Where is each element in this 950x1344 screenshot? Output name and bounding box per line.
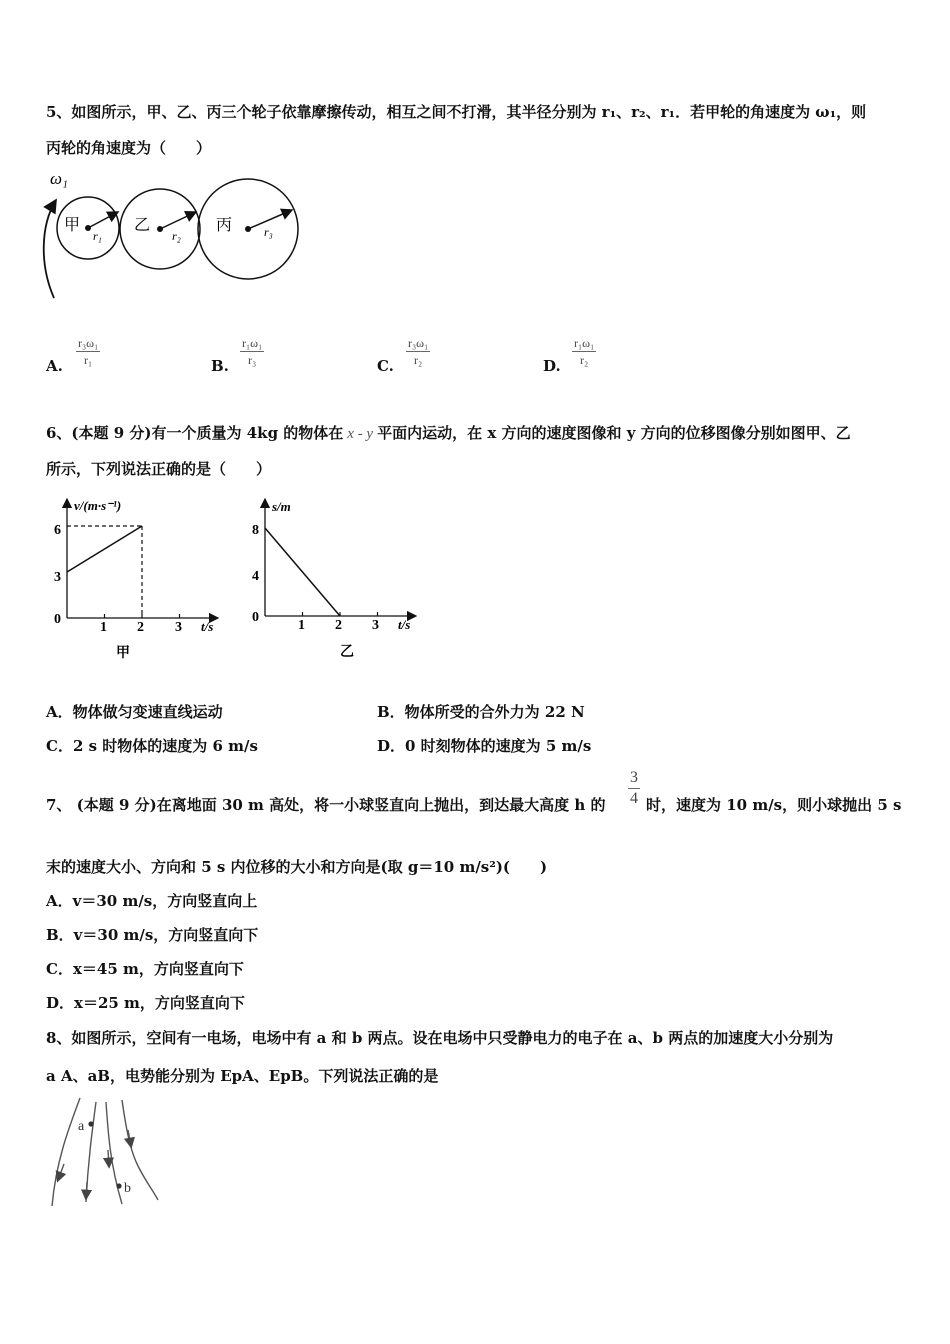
graph-yi-caption: 乙 — [340, 645, 354, 660]
graph-yi-xtick-2: 2 — [335, 618, 342, 633]
q8-field-lines-figure — [44, 1094, 164, 1214]
q6-option-c: C．2 s 时物体的速度为 6 m/s — [46, 737, 258, 755]
point-b-dot — [116, 1183, 121, 1188]
omega-label: ω₁ — [50, 169, 68, 188]
q6-option-a: A．物体做匀变速直线运动 — [46, 703, 223, 721]
graph-yi-ytick-0: 0 — [252, 610, 259, 625]
graph-jia-ylabel: v/(m·s⁻¹) — [74, 498, 122, 513]
q8-line2: a A、aB，电势能分别为 EpA、EpB。下列说法正确的是 — [46, 1067, 439, 1085]
q5-option-a-label: A. — [46, 357, 63, 375]
q5-line2: 丙轮的角速度为（ ） — [46, 139, 212, 157]
point-a-dot — [88, 1121, 93, 1126]
q6-line2: 所示，下列说法正确的是（ ） — [46, 460, 272, 478]
graph-jia-xlabel: t/s — [201, 619, 214, 634]
graph-yi-ylabel: s/m — [272, 499, 291, 514]
q7-line1-part1: 7、 (本题 9 分)在离地面 30 m 高处，将一小球竖直向上抛出，到达最大高度 h 的 — [46, 796, 606, 814]
graph-jia-xtick-3: 3 — [175, 620, 182, 635]
field-line-1 — [52, 1098, 80, 1206]
graph-jia-caption: 甲 — [116, 646, 130, 661]
q5-wheels-figure — [38, 166, 308, 306]
wheel-jia-radius: r₁ — [93, 229, 102, 243]
graph-yi-ytick-4: 4 — [252, 569, 259, 584]
q5-line1: 5、如图所示，甲、乙、丙三个轮子依靠摩擦传动，相互之间不打滑，其半径分别为 r₁、r₂、r₁．若甲轮的角速度为 ω₁，则 — [46, 103, 867, 121]
wheel-bing-label: 丙 — [216, 217, 233, 234]
q6-option-d: D．0 时刻物体的速度为 5 m/s — [377, 737, 592, 755]
q6-line1: 6、(本题 9 分)有一个质量为 4kg 的物体在 x - y 平面内运动，在 x 方向的速度图像和 y 方向的位移图像分别如图甲、乙 — [46, 424, 851, 442]
q7-option-d: D．x＝25 m，方向竖直向下 — [46, 994, 245, 1012]
q5-option-a-fraction: $\frac{\text{r₃ω₁}}{\text{r₁}}$ — [78, 336, 99, 367]
q6-option-b: B．物体所受的合外力为 22 N — [377, 703, 585, 721]
graph-yi-xtick-1: 1 — [298, 618, 305, 633]
wheel-yi-label: 乙 — [134, 217, 151, 234]
wheel-jia-label: 甲 — [64, 217, 81, 234]
graph-yi-series-line — [265, 528, 340, 616]
graph-jia-ytick-0: 0 — [54, 612, 61, 627]
wheel-yi-radius: r₂ — [172, 229, 181, 243]
graph-jia-xtick-1: 1 — [100, 620, 107, 635]
q5-option-d-fraction: $\frac{\text{r₁ω₁}}{\text{r₂}}$ — [574, 336, 595, 367]
graph-jia — [50, 495, 230, 665]
graph-yi-ytick-8: 8 — [252, 523, 259, 538]
q7-option-a: A．v＝30 m/s，方向竖直向上 — [46, 892, 258, 910]
wheel-bing-radius: r₃ — [264, 225, 273, 239]
graph-jia-ytick-3: 3 — [54, 570, 61, 585]
q5-option-c-label: C. — [377, 357, 394, 375]
q5-option-c-fraction: $\frac{\text{r₃ω₁}}{\text{r₂}}$ — [408, 336, 429, 367]
q5-option-d-label: D. — [543, 357, 561, 375]
q7-option-b: B．v＝30 m/s，方向竖直向下 — [46, 926, 259, 944]
graph-yi — [248, 495, 428, 665]
q5-option-b-fraction: $\frac{\text{r₁ω₁}}{\text{r₃}}$ — [242, 336, 263, 367]
graph-yi-xlabel: t/s — [398, 617, 411, 632]
q7-line1-part2: 时，速度为 10 m/s，则小球抛出 5 s — [646, 796, 902, 814]
field-line-2 — [86, 1102, 96, 1202]
q7-fraction: $\frac{3}{4}$ — [630, 769, 638, 807]
graph-jia-ytick-6: 6 — [54, 523, 61, 538]
graph-jia-series-line — [67, 526, 142, 572]
graph-jia-xtick-2: 2 — [137, 620, 144, 635]
rotation-arrow-icon — [44, 200, 56, 298]
point-b-label: b — [124, 1181, 131, 1196]
q8-line1: 8、如图所示，空间有一电场，电场中有 a 和 b 两点。设在电场中只受静电力的电子在 a、b 两点的加速度大小分别为 — [46, 1029, 834, 1047]
point-a-label: a — [78, 1119, 85, 1134]
q5-option-b-label: B. — [211, 357, 229, 375]
graph-yi-xtick-3: 3 — [372, 618, 379, 633]
q7-line2: 末的速度大小、方向和 5 s 内位移的大小和方向是(取 g＝10 m/s²)( ) — [46, 858, 548, 876]
q7-option-c: C．x＝45 m，方向竖直向下 — [46, 960, 244, 978]
